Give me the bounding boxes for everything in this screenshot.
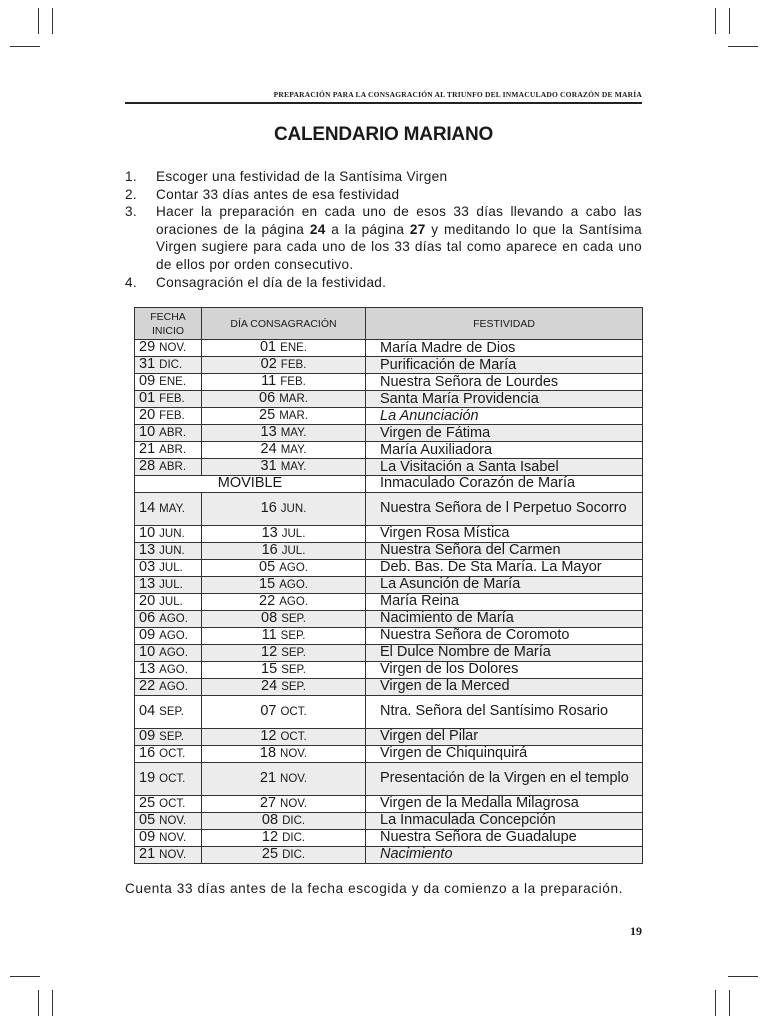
- table-row: [135, 442, 643, 459]
- start-month: AGO.: [159, 629, 188, 642]
- start-month: ABR.: [159, 461, 187, 473]
- footer-note: Cuenta 33 días antes de la fecha escogida y da comienzo a la preparación.: [125, 881, 623, 896]
- consecration-day: 25: [259, 407, 276, 423]
- marian-calendar-table: [134, 307, 643, 864]
- start-date-cell: [135, 745, 202, 762]
- consecration-month: SEP.: [280, 629, 306, 642]
- start-date-cell: [135, 695, 202, 728]
- consecration-date-cell: [202, 459, 366, 476]
- start-day: 09: [139, 728, 156, 744]
- table-row: [135, 408, 643, 425]
- start-day: 16: [139, 745, 156, 761]
- consecration-month: MAR.: [279, 410, 308, 422]
- feast-cell: La Inmaculada Concepción: [366, 812, 643, 829]
- start-month: SEP.: [159, 705, 184, 718]
- start-date-cell: [135, 492, 202, 525]
- consecration-date-cell: [202, 525, 366, 542]
- start-day: 13: [139, 542, 156, 558]
- table-row: [135, 542, 643, 559]
- consecration-date-cell: [202, 846, 366, 863]
- consecration-month: MAY.: [280, 444, 307, 456]
- instruction-item: [125, 274, 642, 292]
- consecration-month: AGO.: [279, 578, 308, 591]
- start-day: 09: [139, 627, 156, 643]
- consecration-day: 05: [259, 559, 276, 575]
- consecration-day: 06: [259, 390, 276, 406]
- running-header: PREPARACIÓN PARA LA CONSAGRACIÓN AL TRIUNFO DEL INMACULADO CORAZÓN DE MARÍA: [273, 90, 642, 99]
- consecration-date-cell: [202, 425, 366, 442]
- instruction-item: [125, 168, 642, 186]
- feast-cell: Nacimiento de María: [366, 610, 643, 627]
- page-title: CALENDARIO MARIANO: [273, 124, 494, 145]
- consecration-month: OCT.: [280, 730, 307, 743]
- consecration-month: ENE.: [280, 342, 307, 354]
- table-row: [135, 357, 643, 374]
- consecration-month: SEP.: [281, 680, 306, 693]
- start-month: AGO.: [159, 646, 188, 659]
- consecration-day: 31: [260, 458, 277, 474]
- instruction-number: 3.: [125, 204, 137, 220]
- feast-cell: María Madre de Dios: [366, 340, 643, 357]
- table-row: [135, 728, 643, 745]
- feast-cell: María Auxiliadora: [366, 442, 643, 459]
- start-date-cell: [135, 408, 202, 425]
- start-date-cell: [135, 846, 202, 863]
- instruction-number: 1.: [125, 169, 137, 184]
- start-day: 03: [139, 559, 156, 575]
- consecration-date-cell: [202, 661, 366, 678]
- start-date-cell: [135, 425, 202, 442]
- feast-cell: Nuestra Señora de Guadalupe: [366, 829, 643, 846]
- table-row: [135, 762, 643, 795]
- instruction-item: [125, 186, 642, 204]
- instruction-text-part: Hacer la preparación en cada uno de esos 33 días llevando a cabo las oraciones de la página: [156, 204, 642, 237]
- start-day: 29: [139, 339, 156, 355]
- consecration-month: NOV.: [280, 747, 308, 760]
- start-day: 20: [139, 593, 156, 609]
- table-row: [135, 795, 643, 812]
- start-day: 01: [139, 390, 156, 406]
- start-day: 21: [139, 846, 156, 862]
- feast-cell: Ntra. Señora del Santísimo Rosario: [366, 695, 643, 728]
- consecration-month: OCT.: [280, 705, 307, 718]
- start-month: AGO.: [159, 663, 188, 676]
- start-month: SEP.: [159, 730, 184, 743]
- start-month: OCT.: [159, 772, 186, 785]
- table-row: [135, 391, 643, 408]
- consecration-date-cell: [202, 812, 366, 829]
- start-day: 10: [139, 525, 156, 541]
- feast-cell: Deb. Bas. De Sta María. La Mayor: [366, 559, 643, 576]
- consecration-date-cell: [202, 374, 366, 391]
- consecration-month: SEP.: [281, 646, 306, 659]
- consecration-month: DIC.: [282, 814, 306, 827]
- start-month: ENE.: [159, 376, 187, 388]
- table-row: [135, 476, 643, 493]
- start-month: NOV.: [159, 848, 187, 861]
- consecration-month: MAR.: [279, 393, 308, 405]
- start-day: 20: [139, 407, 156, 423]
- consecration-date-cell: [202, 357, 366, 374]
- feast-cell: Purificación de María: [366, 357, 643, 374]
- start-day: 06: [139, 610, 156, 626]
- start-day: 21: [139, 441, 156, 457]
- consecration-date-cell: [202, 391, 366, 408]
- consecration-day: 24: [261, 678, 278, 694]
- consecration-day: 16: [260, 499, 277, 516]
- feast-cell: Inmaculado Corazón de María: [366, 476, 643, 493]
- feast-cell: Nuestra Señora del Carmen: [366, 542, 643, 559]
- feast-cell: Nacimiento: [366, 846, 643, 863]
- feast-cell: Virgen del Pilar: [366, 728, 643, 745]
- feast-cell: La Visitación a Santa Isabel: [366, 459, 643, 476]
- feast-cell: Virgen de los Dolores: [366, 661, 643, 678]
- consecration-date-cell: [202, 559, 366, 576]
- consecration-day: 24: [260, 441, 277, 457]
- table-row: [135, 425, 643, 442]
- feast-cell: Virgen de Fátima: [366, 425, 643, 442]
- start-month: FEB.: [159, 393, 185, 405]
- page-number: 19: [630, 924, 642, 938]
- consecration-day: 02: [260, 356, 277, 372]
- consecration-day: 12: [260, 728, 277, 744]
- consecration-date-cell: [202, 795, 366, 812]
- start-date-cell: [135, 610, 202, 627]
- consecration-date-cell: [202, 644, 366, 661]
- start-date-cell: [135, 340, 202, 357]
- start-date-cell: [135, 795, 202, 812]
- table-row: [135, 661, 643, 678]
- consecration-day: 08: [261, 610, 278, 626]
- feast-cell: La Anunciación: [366, 408, 643, 425]
- start-month: OCT.: [159, 797, 186, 810]
- start-month: ABR.: [159, 427, 187, 439]
- consecration-month: FEB.: [280, 359, 307, 371]
- start-date-cell: [135, 357, 202, 374]
- start-day: 10: [139, 644, 156, 660]
- start-month: AGO.: [159, 612, 188, 625]
- consecration-day: 27: [259, 795, 277, 811]
- consecration-month: FEB.: [280, 376, 306, 388]
- consecration-day: 15: [261, 661, 278, 677]
- start-day: 04: [139, 702, 156, 719]
- consecration-day: 13: [261, 525, 278, 541]
- column-header-feast: FESTIVIDAD: [366, 308, 643, 340]
- start-day: 14: [139, 499, 156, 516]
- table-row: [135, 374, 643, 391]
- start-month: JUN.: [159, 527, 185, 540]
- start-day: 25: [139, 795, 156, 811]
- start-month: FEB.: [159, 410, 185, 422]
- start-date-cell: [135, 627, 202, 644]
- consecration-month: JUL.: [281, 527, 306, 540]
- feast-cell: Virgen de la Merced: [366, 678, 643, 695]
- instruction-text: Escoger una festividad de la Santísima Virgen: [156, 169, 448, 184]
- start-date-cell: [135, 812, 202, 829]
- consecration-day: 12: [261, 829, 279, 845]
- consecration-date-cell: [202, 610, 366, 627]
- start-month: OCT.: [159, 747, 186, 760]
- start-month: ABR.: [159, 444, 187, 456]
- feast-cell: María Reina: [366, 593, 643, 610]
- table-header-row: [135, 308, 643, 340]
- instruction-text: Contar 33 días antes de esa festividad: [156, 186, 400, 202]
- consecration-month: MAY.: [280, 461, 307, 473]
- start-date-cell: [135, 559, 202, 576]
- start-month: NOV.: [159, 831, 187, 844]
- start-date-cell: [135, 391, 202, 408]
- consecration-date-cell: [202, 728, 366, 745]
- start-day: 13: [139, 576, 156, 592]
- start-date-cell: [135, 442, 202, 459]
- feast-cell: Nuestra Señora de Lourdes: [366, 374, 643, 391]
- feast-cell: Virgen de Chiquinquirá: [366, 745, 643, 762]
- start-date-cell: [135, 459, 202, 476]
- start-day: 31: [139, 356, 156, 372]
- feast-cell: Santa María Providencia: [366, 391, 643, 408]
- start-day: 13: [139, 661, 156, 677]
- table-row: [135, 576, 643, 593]
- header-rule: [125, 102, 642, 104]
- instructions-list: [125, 168, 642, 291]
- table-row: [135, 340, 643, 357]
- instruction-item: [125, 203, 642, 273]
- start-month: NOV.: [159, 342, 187, 354]
- consecration-day: 01: [259, 339, 277, 355]
- page-reference: 27: [409, 221, 426, 237]
- consecration-date-cell: [202, 340, 366, 357]
- feast-cell: La Asunción de María: [366, 576, 643, 593]
- start-date-cell: [135, 678, 202, 695]
- consecration-day: 08: [261, 812, 279, 828]
- feast-cell: El Dulce Nombre de María: [366, 644, 643, 661]
- start-month: NOV.: [159, 814, 187, 827]
- table-row: [135, 846, 643, 863]
- consecration-day: 11: [261, 627, 277, 643]
- consecration-month: SEP.: [281, 663, 306, 676]
- table-row: [135, 829, 643, 846]
- instruction-number: 2.: [125, 186, 137, 202]
- column-header-start: FECHA INICIO: [135, 308, 202, 340]
- page-reference: 24: [309, 221, 326, 237]
- table-row: [135, 610, 643, 627]
- consecration-month: DIC.: [282, 848, 306, 861]
- instruction-text-part: a la página: [325, 221, 410, 237]
- table-row: [135, 459, 643, 476]
- consecration-month: AGO.: [279, 595, 308, 608]
- consecration-day: 22: [259, 593, 276, 609]
- feast-cell: Virgen Rosa Mística: [366, 525, 643, 542]
- start-date-cell: [135, 644, 202, 661]
- start-date-cell: [135, 593, 202, 610]
- start-day: 19: [139, 769, 156, 786]
- start-day: 22: [139, 678, 156, 694]
- start-month: DIC.: [159, 359, 183, 371]
- start-day: 10: [139, 424, 156, 440]
- table-row: [135, 695, 643, 728]
- consecration-date-cell: [202, 492, 366, 525]
- consecration-date-cell: [202, 745, 366, 762]
- start-month: JUN.: [159, 544, 185, 557]
- start-month: JUL.: [159, 561, 183, 574]
- column-header-consecration: DÍA CONSAGRACIÓN: [202, 308, 366, 340]
- consecration-day: 25: [261, 846, 279, 862]
- table-row: [135, 644, 643, 661]
- consecration-day: 15: [259, 576, 276, 592]
- start-date-cell: [135, 762, 202, 795]
- consecration-month: NOV.: [280, 797, 308, 810]
- start-date-cell: [135, 728, 202, 745]
- start-date-cell: [135, 576, 202, 593]
- consecration-date-cell: [202, 762, 366, 795]
- instruction-number: 4.: [125, 274, 137, 290]
- feast-cell: Nuestra Señora de Coromoto: [366, 627, 643, 644]
- table-row: [135, 812, 643, 829]
- start-day: 28: [139, 458, 156, 474]
- table-row: [135, 593, 643, 610]
- table-row: [135, 559, 643, 576]
- consecration-month: NOV.: [280, 772, 308, 785]
- table-row: [135, 492, 643, 525]
- table-row: [135, 745, 643, 762]
- consecration-date-cell: [202, 408, 366, 425]
- table-body: [135, 340, 643, 864]
- instruction-text: [156, 203, 642, 273]
- consecration-month: DIC.: [282, 831, 306, 844]
- consecration-date-cell: [202, 442, 366, 459]
- instruction-text-part: y meditando lo que la Santísima Virgen sugiere para cada uno de los 33 días tal como aparece en cada uno de ellos por orden consecutivo.: [156, 221, 642, 272]
- start-date-cell: [135, 829, 202, 846]
- feast-cell: Presentación de la Virgen en el templo: [366, 762, 643, 795]
- table-row: [135, 525, 643, 542]
- consecration-date-cell: [202, 627, 366, 644]
- start-day: 05: [139, 812, 156, 828]
- consecration-date-cell: [202, 576, 366, 593]
- start-date-cell: [135, 542, 202, 559]
- consecration-month: JUN.: [280, 502, 307, 515]
- start-month: JUL.: [159, 595, 183, 608]
- start-day: 09: [139, 829, 156, 845]
- consecration-day: 13: [260, 424, 277, 440]
- consecration-day: 21: [259, 769, 277, 786]
- feast-cell: Virgen de la Medalla Milagrosa: [366, 795, 643, 812]
- start-month: JUL.: [159, 578, 183, 591]
- consecration-date-cell: [202, 829, 366, 846]
- consecration-month: SEP.: [281, 612, 306, 625]
- consecration-month: JUL.: [281, 544, 306, 557]
- consecration-date-cell: [202, 695, 366, 728]
- instruction-text: Consagración el día de la festividad.: [156, 274, 387, 290]
- movable-cell: MOVIBLE: [135, 476, 366, 493]
- feast-cell: Nuestra Señora de l Perpetuo Socorro: [366, 492, 643, 525]
- consecration-date-cell: [202, 542, 366, 559]
- consecration-day: 18: [259, 745, 277, 761]
- consecration-date-cell: [202, 593, 366, 610]
- table-row: [135, 678, 643, 695]
- consecration-day: 07: [260, 702, 277, 719]
- consecration-date-cell: [202, 678, 366, 695]
- start-date-cell: [135, 525, 202, 542]
- start-month: MAY.: [159, 502, 185, 515]
- consecration-day: 11: [261, 373, 277, 389]
- consecration-day: 12: [261, 644, 278, 660]
- start-date-cell: [135, 661, 202, 678]
- consecration-day: 16: [261, 542, 278, 558]
- start-month: AGO.: [159, 680, 188, 693]
- start-day: 09: [139, 373, 156, 389]
- table-row: [135, 627, 643, 644]
- consecration-month: AGO.: [279, 561, 308, 574]
- consecration-month: MAY.: [280, 427, 307, 439]
- start-date-cell: [135, 374, 202, 391]
